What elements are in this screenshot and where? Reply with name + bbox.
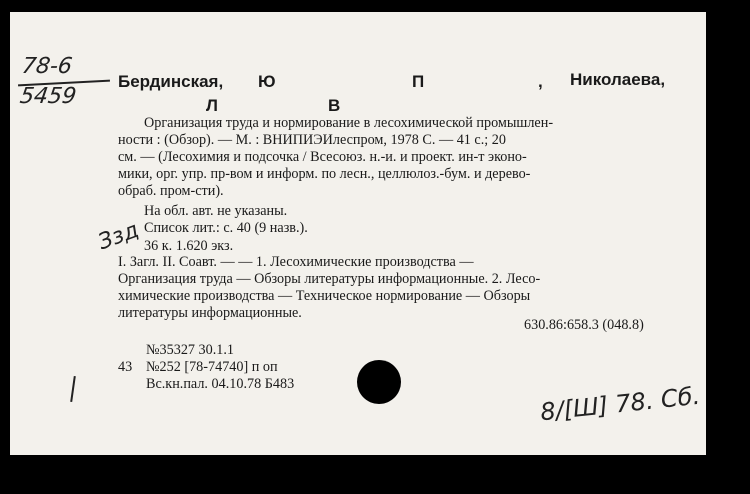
description-line-1: Организация труда и нормирование в лесохимической промышлен-: [144, 115, 554, 131]
author-initial-2b: В: [328, 96, 341, 115]
description-line-3: см. — (Лесохимия и подсочка / Всесоюз. н.-и. и проект. ин-т эконо-: [118, 149, 527, 165]
subjects-line-4: литературы информационные.: [118, 305, 302, 321]
pen-mark: [70, 376, 76, 402]
subjects-line-2: Организация труда — Обзоры литературы информационные. 2. Лесо-: [118, 271, 541, 287]
author-initial-2a: Л: [206, 96, 218, 115]
description-line-4: мики, орг. упр. пр-вом и информ. по лесн., целлюлоз.-бум. и дерево-: [118, 166, 531, 182]
footer-line-2: №252 [78-74740] п оп: [146, 359, 278, 375]
footer-line-3: Вс.кн.пал. 04.10.78 Б483: [146, 376, 295, 392]
description-line-2: ности : (Обзор). — М. : ВНИПИЭИлеспром, 1978 С. — 41 с.; 20: [118, 132, 506, 148]
call-number-bottom: 5459: [18, 84, 78, 109]
margin-handwriting: Ззд: [94, 217, 143, 256]
subjects-line-3: химические производства — Техническое нормирование — Обзоры: [118, 288, 531, 304]
author-separator: ,: [538, 72, 543, 91]
note-bibliography: Список лит.: с. 40 (9 назв.).: [144, 220, 308, 236]
subjects-line-1: I. Загл. II. Соавт. — — 1. Лесохимические производства —: [118, 254, 474, 270]
catalog-card: [10, 12, 706, 455]
author-surname-2: Николаева,: [570, 70, 666, 89]
punch-hole: [357, 360, 401, 404]
signature-handwriting: 8/[Ш] 78. Сб.: [538, 381, 702, 427]
footer-line-1: №35327 30.1.1: [146, 342, 235, 358]
classification-code: 630.86:658.3 (048.8): [524, 317, 644, 333]
author-initial-1a: Ю: [258, 72, 276, 91]
author-initial-1b: П: [412, 72, 425, 91]
author-surname-1: Бердинская,: [118, 72, 224, 91]
description-line-5: обраб. пром-сти).: [118, 183, 224, 199]
footer-line-2-prefix: 43: [118, 359, 133, 375]
note-price-run: 36 к. 1.620 экз.: [144, 238, 234, 254]
note-authors: На обл. авт. не указаны.: [144, 203, 288, 219]
call-number-top: 78-6: [20, 54, 74, 79]
